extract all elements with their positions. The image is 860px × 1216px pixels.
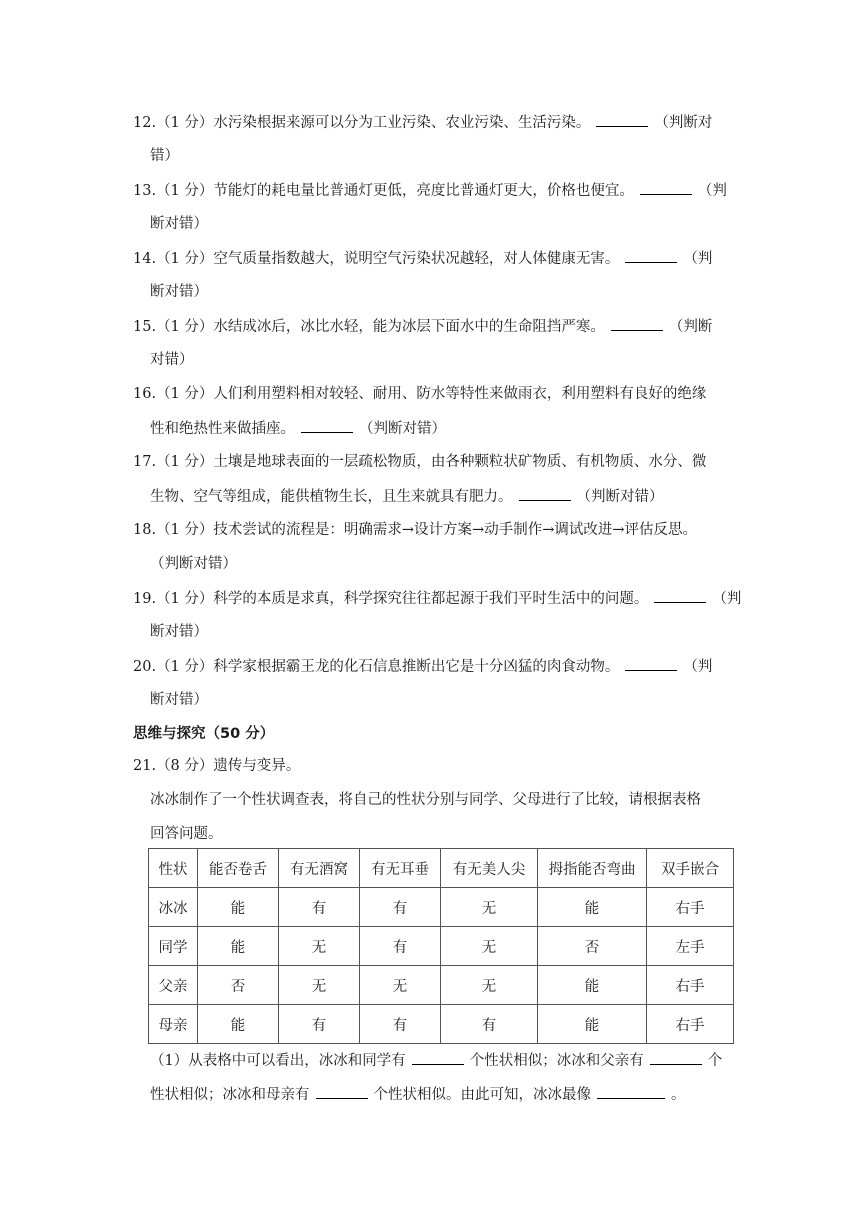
q21-intro-line-1: 冰冰制作了一个性状调查表，将自己的性状分别与同学、父母进行了比较，请根据表格 [150, 792, 701, 808]
table-header: 有无酒窝 [279, 849, 360, 888]
question-12 [133, 112, 712, 133]
question-text: （1 分）科学家根据霸王龙的化石信息推断出它是十分凶猛的肉食动物。 [156, 659, 620, 675]
question-16-cont [150, 418, 446, 439]
table-header: 性状 [149, 849, 198, 888]
table-cell: 母亲 [149, 1005, 198, 1044]
question-15 [133, 316, 712, 337]
answer-blank[interactable] [640, 180, 692, 195]
question-18-cont: （判断对错） [150, 556, 237, 572]
q21-sub1-line-2 [150, 1084, 686, 1105]
question-13 [133, 180, 727, 201]
answer-blank[interactable] [611, 316, 663, 331]
question-number: 15. [133, 319, 157, 335]
table-header-row [149, 849, 734, 888]
table-cell: 父亲 [149, 966, 198, 1005]
question-text: （8 分）遗传与变异。 [156, 758, 301, 774]
question-text: （1 分）节能灯的耗电量比普通灯更低，亮度比普通灯更大，价格也便宜。 [156, 183, 634, 199]
question-text: 个 [707, 1053, 723, 1069]
table-cell: 有 [360, 888, 441, 927]
table-cell: 有 [279, 888, 360, 927]
table-cell: 无 [441, 927, 538, 966]
table-cell: 有 [279, 1005, 360, 1044]
table-header: 拇指能否弯曲 [538, 849, 647, 888]
question-text: （1）从表格中可以看出，冰冰和同学有 [150, 1053, 406, 1069]
question-20-cont: 断对错） [150, 692, 208, 708]
table-cell: 同学 [149, 927, 198, 966]
table-row [149, 927, 734, 966]
table-cell: 冰冰 [149, 888, 198, 927]
question-text: 个性状相似；冰冰和父亲有 [469, 1053, 644, 1069]
table-cell: 无 [279, 927, 360, 966]
question-18 [133, 520, 697, 540]
table-cell: 能 [538, 888, 647, 927]
answer-blank[interactable] [650, 1050, 702, 1065]
question-text: 个性状相似。由此可知，冰冰最像 [373, 1087, 591, 1103]
trait-survey-table [148, 848, 734, 1044]
question-number: 20. [133, 659, 157, 675]
question-14-cont: 断对错） [150, 284, 208, 300]
table-header: 有无耳垂 [360, 849, 441, 888]
table-header: 有无美人尖 [441, 849, 538, 888]
answer-blank[interactable] [301, 418, 353, 433]
question-number: 16. [133, 386, 157, 402]
question-16 [133, 384, 706, 404]
answer-blank[interactable] [654, 588, 706, 603]
question-15-cont: 对错） [150, 352, 194, 368]
question-21 [133, 756, 300, 776]
answer-blank[interactable] [597, 1084, 665, 1099]
question-text: （1 分）科学的本质是求真，科学探究往往都起源于我们平时生活中的问题。 [156, 591, 649, 607]
question-suffix: （判 [697, 183, 727, 199]
section-title: 思维与探究（50 分） [133, 726, 275, 742]
table-row [149, 966, 734, 1005]
question-number: 12. [133, 115, 157, 131]
question-text: 。 [671, 1087, 686, 1103]
table-cell: 左手 [647, 927, 734, 966]
question-number: 14. [133, 251, 157, 267]
question-text: （1 分）技术尝试的流程是：明确需求→设计方案→动手制作→调试改进→评估反思。 [156, 522, 697, 538]
question-suffix: （判 [712, 591, 742, 607]
answer-blank[interactable] [316, 1084, 368, 1099]
question-14 [133, 248, 712, 269]
question-suffix: （判断 [668, 319, 713, 335]
question-text: （1 分）水污染根据来源可以分为工业污染、农业污染、生活污染。 [156, 115, 591, 131]
table-cell: 否 [198, 966, 279, 1005]
answer-blank[interactable] [625, 656, 677, 671]
table-cell: 无 [360, 966, 441, 1005]
table-cell: 有 [360, 927, 441, 966]
table-cell: 能 [538, 1005, 647, 1044]
question-suffix: （判断对错） [359, 421, 446, 437]
question-number: 21. [133, 758, 157, 774]
answer-blank[interactable] [412, 1050, 464, 1065]
table-cell: 能 [538, 966, 647, 1005]
table-header: 能否卷舌 [198, 849, 279, 888]
question-suffix: （判断对错） [576, 489, 664, 505]
question-17-cont [150, 486, 664, 507]
table-cell: 右手 [647, 888, 734, 927]
table-row [149, 888, 734, 927]
question-text: （1 分）土壤是地球表面的一层疏松物质，由各种颗粒状矿物质、有机物质、水分、微 [156, 454, 707, 470]
question-12-cont: 错） [150, 148, 179, 164]
table-cell: 能 [198, 927, 279, 966]
question-text: 生物、空气等组成，能供植物生长，且生来就具有肥力。 [150, 489, 513, 505]
question-text: 性状相似；冰冰和母亲有 [150, 1087, 310, 1103]
question-number: 19. [133, 591, 157, 607]
question-17 [133, 452, 706, 472]
table-cell: 有 [441, 1005, 538, 1044]
table-cell: 右手 [647, 966, 734, 1005]
question-number: 17. [133, 454, 157, 470]
question-19 [133, 588, 741, 609]
question-number: 18. [133, 522, 157, 538]
question-number: 13. [133, 183, 157, 199]
question-13-cont: 断对错） [150, 216, 208, 232]
q21-intro-line-2: 回答问题。 [150, 826, 223, 842]
table-row [149, 1005, 734, 1044]
table-header: 双手嵌合 [647, 849, 734, 888]
q21-sub1-line-1 [150, 1050, 722, 1071]
question-19-cont: 断对错） [150, 624, 208, 640]
question-text: （1 分）人们利用塑料相对较轻、耐用、防水等特性来做雨衣，利用塑料有良好的绝缘 [156, 386, 707, 402]
question-text: 性和绝热性来做插座。 [150, 421, 295, 437]
answer-blank[interactable] [519, 486, 571, 501]
table-cell: 无 [441, 888, 538, 927]
table-cell: 右手 [647, 1005, 734, 1044]
answer-blank[interactable] [625, 248, 677, 263]
table-cell: 能 [198, 1005, 279, 1044]
question-suffix: （判 [683, 251, 713, 267]
table-cell: 无 [441, 966, 538, 1005]
question-suffix: （判 [683, 659, 713, 675]
table-cell: 无 [279, 966, 360, 1005]
table-cell: 否 [538, 927, 647, 966]
question-20 [133, 656, 712, 677]
question-text: （1 分）水结成冰后，冰比水轻，能为冰层下面水中的生命阻挡严寒。 [156, 319, 605, 335]
answer-blank[interactable] [596, 112, 648, 127]
table-cell: 有 [360, 1005, 441, 1044]
question-suffix: （判断对 [654, 115, 713, 131]
question-text: （1 分）空气质量指数越大，说明空气污染状况越轻，对人体健康无害。 [156, 251, 620, 267]
table-cell: 能 [198, 888, 279, 927]
